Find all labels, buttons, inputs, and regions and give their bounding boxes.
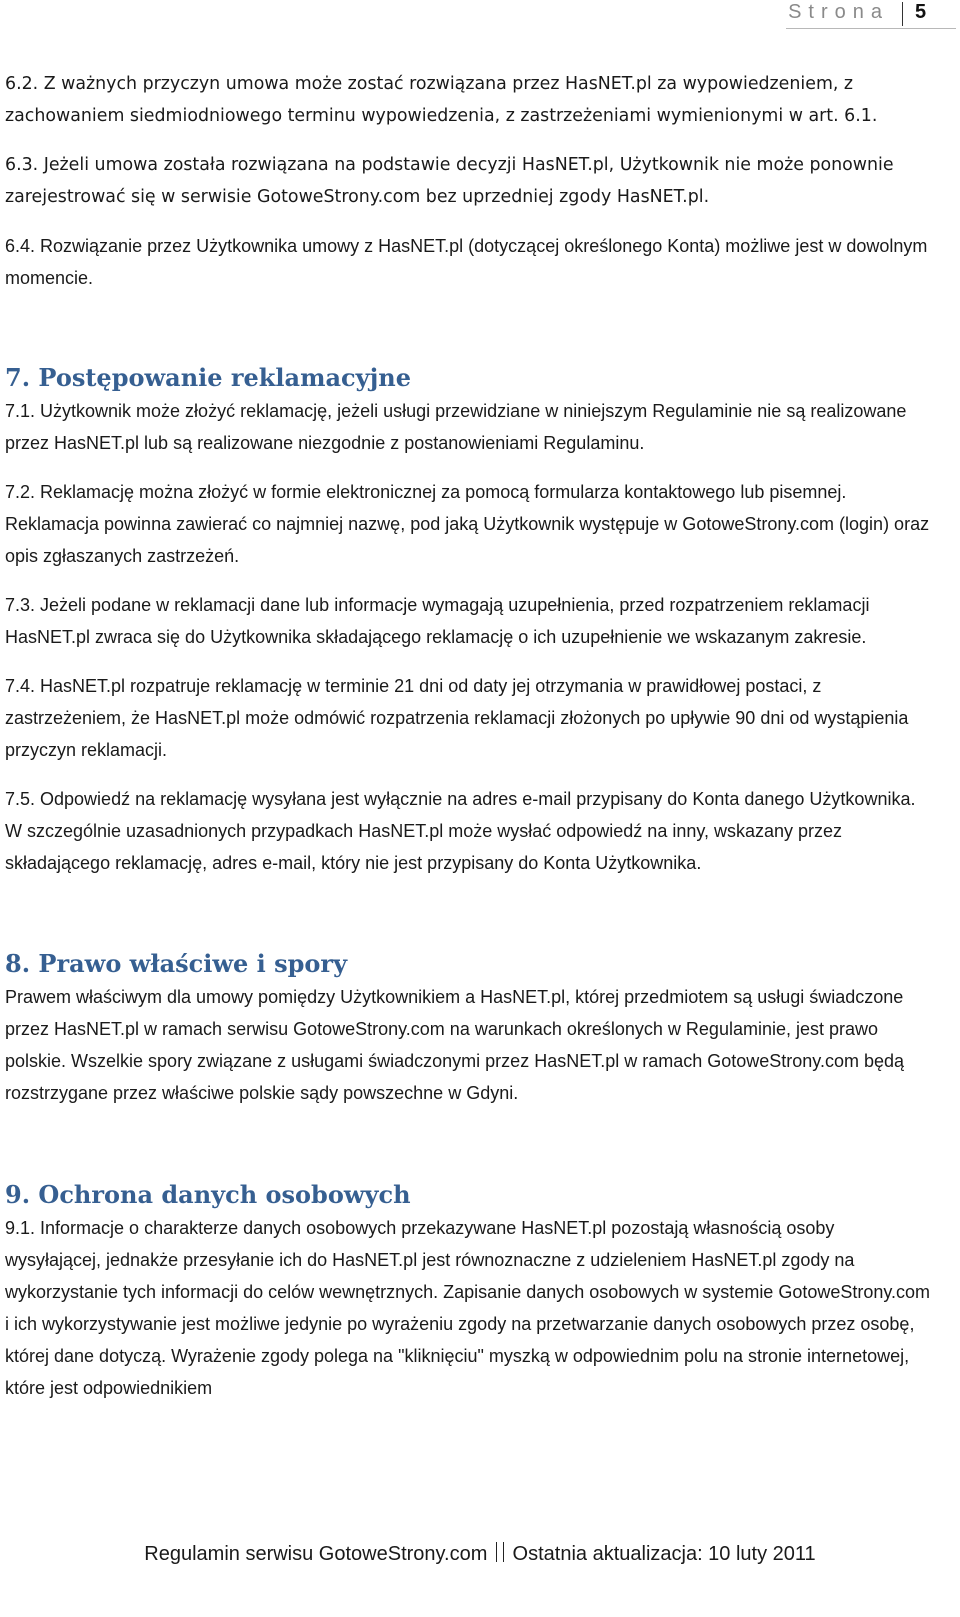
header-rule [786, 28, 956, 29]
paragraph-6-3: 6.3. Jeżeli umowa została rozwiązana na podstawie decyzji HasNET.pl, Użytkownik nie może ponownie zarejestrować się w serwisie GotoweStrony.com bez uprzedniej zgody HasNET.pl. [5, 155, 894, 207]
paragraph-7-2: 7.2. Reklamację można złożyć w formie elektronicznej za pomocą formularza kontaktowego lub pisemnej. Reklamacja powinna zawierać co najmniej nazwę, pod jaką Użytkownik występuje w GotoweStrony.com (login) oraz opis zgłaszanych zastrzeżeń. [5, 482, 930, 566]
section-heading-7: 7. Postępowanie reklamacyjne [5, 363, 411, 392]
paragraph-7-1: 7.1. Użytkownik może złożyć reklamację, jeżeli usługi przewidziane w niniejszym Regulaminie nie są realizowane przez HasNET.pl lub są realizowane niezgodnie z postanowieniami Regulaminu. [5, 401, 907, 453]
document-body [5, 68, 935, 1404]
page-footer [0, 1542, 960, 1566]
page-number: 5 [915, 1, 927, 23]
page-header [0, 0, 960, 30]
footer-document-title: Regulamin serwisu GotoweStrony.com [144, 1543, 488, 1565]
footer-separator [503, 1542, 504, 1562]
header-separator [902, 2, 903, 26]
section-heading-8: 8. Prawo właściwe i spory [5, 949, 348, 978]
header-page-word: Strona [788, 1, 889, 23]
paragraph-7-4: 7.4. HasNET.pl rozpatruje reklamację w terminie 21 dni od daty jej otrzymania w prawidłowej postaci, z zastrzeżeniem, że HasNET.pl może odmówić rozpatrzenia reklamacji złożonych po upływie 90 dni od wystąpienia przyczyn reklamacji. [5, 676, 909, 760]
paragraph-6-2: 6.2. Z ważnych przyczyn umowa może zostać rozwiązana przez HasNET.pl za wypowiedzeniem, z zachowaniem siedmiodniowego terminu wypowiedzenia, z zastrzeżeniami wymienionymi w art. 6.1. [5, 74, 878, 126]
paragraph-9-1: 9.1. Informacje o charakterze danych osobowych przekazywane HasNET.pl pozostają własnością osoby wysyłającej, jednakże przesyłanie ich do HasNET.pl jest równoznaczne z udzieleniem HasNET.pl zgody na wykorzystanie tych informacji do celów wewnętrznych. Zapisanie danych osobowych w systemie GotoweStrony.com i ich wykorzystywanie jest możliwe jedynie po wyrażeniu zgody na przetwarzanie danych osobowych przez osobę, której dane dotyczą. Wyrażenie zgody polega na "kliknięciu" myszką w odpowiednim polu na stronie internetowej, które jest odpowiednikiem [5, 1218, 931, 1398]
paragraph-6-4: 6.4. Rozwiązanie przez Użytkownika umowy z HasNET.pl (dotyczącej określonego Konta) możliwe jest w dowolnym momencie. [5, 236, 928, 288]
footer-last-update: Ostatnia aktualizacja: 10 luty 2011 [512, 1543, 816, 1565]
paragraph-7-5: 7.5. Odpowiedź na reklamację wysyłana jest wyłącznie na adres e-mail przypisany do Konta danego Użytkownika. W szczególnie uzasadnionych przypadkach HasNET.pl może wysłać odpowiedź na inny, wskazany przez składającego reklamację, adres e-mail, który nie jest przypisany do Konta Użytkownika. [5, 789, 916, 873]
section-heading-9: 9. Ochrona danych osobowych [5, 1180, 411, 1209]
paragraph-7-3: 7.3. Jeżeli podane w reklamacji dane lub informacje wymagają uzupełnienia, przed rozpatrzeniem reklamacji HasNET.pl zwraca się do Użytkownika składającego reklamację o ich uzupełnienie we wskazanym zakresie. [5, 595, 870, 647]
paragraph-8: Prawem właściwym dla umowy pomiędzy Użytkownikiem a HasNET.pl, której przedmiotem są usługi świadczone przez HasNET.pl w ramach serwisu GotoweStrony.com na warunkach określonych w Regulaminie, jest prawo polskie. Wszelkie spory związane z usługami świadczonymi przez HasNET.pl w ramach GotoweStrony.com będą rozstrzygane przez właściwe polskie sądy powszechne w Gdyni. [5, 987, 905, 1103]
footer-separator [496, 1542, 497, 1562]
